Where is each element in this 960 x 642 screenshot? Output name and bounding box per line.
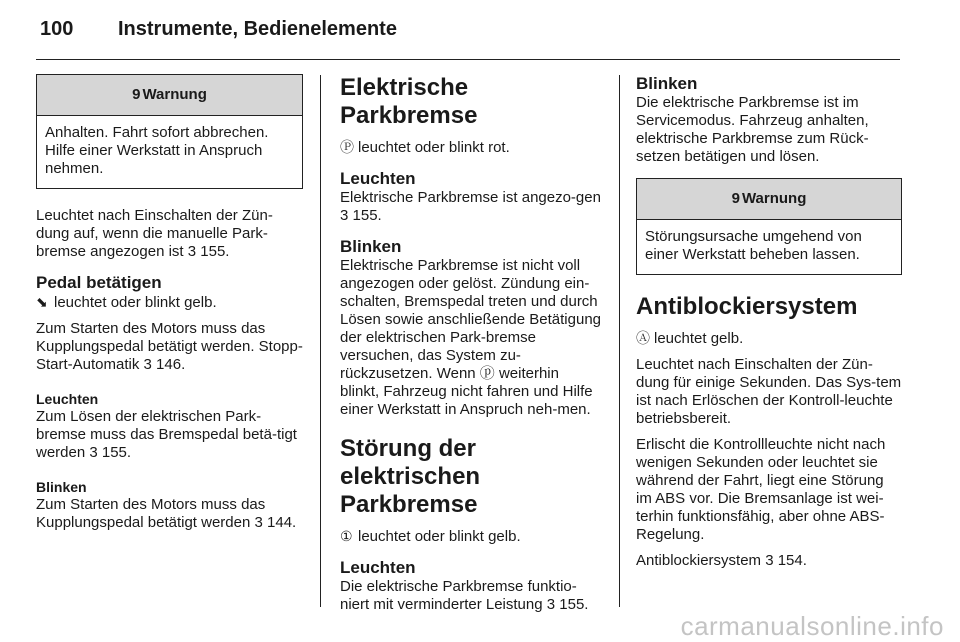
icon-line-text: leuchtet oder blinkt rot.: [358, 139, 510, 156]
section-title: Elektrische Parkbremse: [340, 74, 478, 129]
section-heading: Pedal betätigen: [36, 273, 162, 292]
warning-box: [636, 178, 902, 275]
warning-title: Warnung: [142, 86, 207, 103]
warning-body: Anhalten. Fahrt sofort abbrechen. Hilfe einer Werkstatt in Anspruch nehmen.: [45, 124, 269, 177]
paragraph: Zum Starten des Motors muss das Kupplungspedal betätigt werden 3 144.: [36, 496, 297, 531]
icon-line-text: leuchtet gelb.: [654, 330, 744, 347]
icon-line: [36, 293, 303, 312]
paragraph: Die elektrische Parkbremse funktio-niert mit verminderter Leistung 3 155.: [340, 578, 589, 613]
icon-line-text: leuchtet oder blinkt gelb.: [358, 528, 521, 545]
column-divider: [619, 75, 620, 607]
page-header: [40, 18, 397, 48]
section-title: Störung der elektrischen Parkbremse: [340, 435, 481, 518]
header-rule: [36, 59, 900, 60]
paragraph: Leuchtet nach Einschalten der Zün-dung auf, wenn die manuelle Park-bremse angezogen ist 3 155.: [36, 207, 273, 260]
warning-triangle-icon: 9: [132, 86, 141, 103]
paragraph: Zum Lösen der elektrischen Park-bremse muss das Bremspedal betä-tigt werden 3 155.: [36, 408, 297, 461]
section-heading: Blinken: [636, 74, 698, 93]
section-title: Antiblockiersystem: [636, 293, 858, 320]
paragraph: Antiblockiersystem 3 154.: [636, 552, 807, 569]
warning-header: [637, 179, 901, 220]
warning-triangle-icon: 9: [731, 190, 740, 207]
warning-header: [37, 75, 302, 116]
section-heading: Leuchten: [340, 169, 416, 188]
parking-brake-fault-icon: ①: [340, 528, 353, 544]
column-2: [340, 74, 602, 614]
section-heading: Blinken: [340, 237, 402, 256]
abs-icon: Ⓐ: [636, 330, 650, 346]
icon-line: [340, 138, 602, 157]
column-divider: [320, 75, 321, 607]
column-1: [36, 74, 303, 532]
icon-line: [636, 329, 902, 348]
parking-brake-icon: Ⓟ: [340, 139, 354, 155]
chapter-title: Instrumente, Bedienelemente: [118, 18, 397, 40]
paragraph: Die elektrische Parkbremse ist im Servicemodus. Fahrzeug anhalten, elektrische Parkbremse zum Rück-setzen betätigen und lösen.: [636, 94, 869, 165]
paragraph: Zum Starten des Motors muss das Kupplungspedal betätigt werden. Stopp-Start-Automatik 3 146.: [36, 320, 303, 373]
icon-line: [340, 527, 602, 546]
paragraph: Elektrische Parkbremse ist nicht voll angezogen oder gelöst. Zündung ein-schalten, Bremspedal treten und durch Lösen sowie anschließende Betätigung der elektrischen Park-bremse versuchen, das System zu-rückzusetzen. Wenn ⓟ weiterhin blinkt, Fahrzeug nicht fahren und Hilfe einer Werkstatt in Anspruch neh-men.: [340, 257, 602, 418]
warning-box: [36, 74, 303, 189]
warning-body: Störungsursache umgehend von einer Werkstatt beheben lassen.: [645, 228, 862, 263]
section-heading: Leuchten: [340, 558, 416, 577]
sub-heading: Blinken: [36, 479, 87, 495]
pedal-icon: ⬊: [36, 294, 48, 310]
sub-heading: Leuchten: [36, 391, 99, 407]
column-3: [636, 74, 902, 570]
watermark: carmanualsonline.info: [680, 611, 944, 641]
warning-title: Warnung: [741, 190, 807, 207]
paragraph: Erlischt die Kontrollleuchte nicht nach wenigen Sekunden oder leuchtet sie während der Fahrt, liegt eine Störung im ABS vor. Die Bremsanlage ist wei-terhin funktionsfähig, aber ohne ABS-Regelung.: [636, 436, 886, 543]
paragraph: Elektrische Parkbremse ist angezo-gen 3 155.: [340, 189, 601, 224]
paragraph: Leuchtet nach Einschalten der Zün-dung für einige Sekunden. Das Sys-tem ist nach Erlöschen der Kontroll-leuchte betriebsbereit.: [636, 356, 902, 427]
icon-line-text: leuchtet oder blinkt gelb.: [54, 294, 217, 311]
page-number: 100: [40, 18, 74, 40]
